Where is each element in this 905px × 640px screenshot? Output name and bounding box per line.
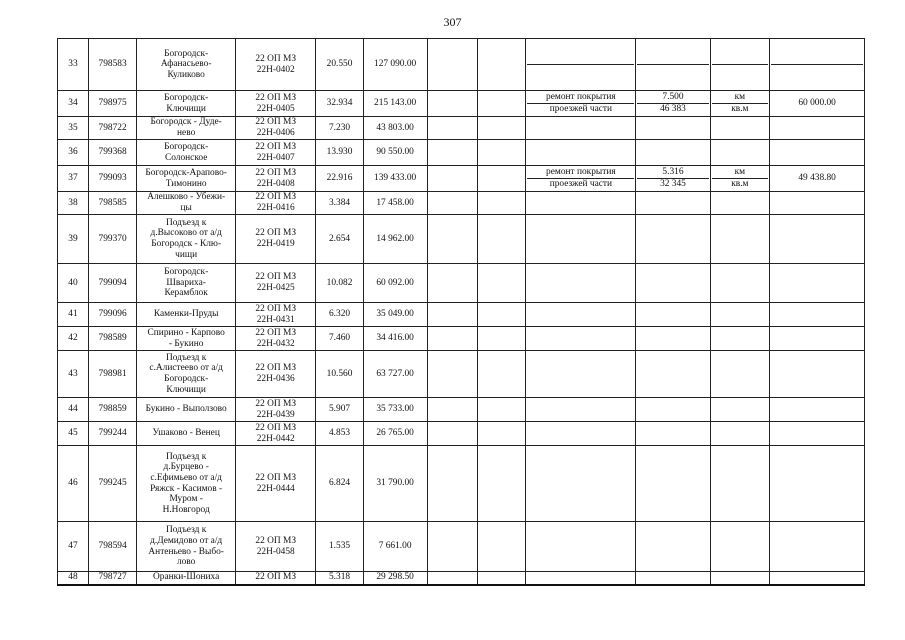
empty-cell [477,39,525,91]
row-number: 47 [58,522,89,572]
work-unit-top: км [734,167,746,178]
road-sum: 63 727.00 [363,351,427,398]
empty-cell [526,522,636,572]
work-type-bottom: проезжей части [527,103,634,115]
empty-cell [636,398,710,422]
road-name: Подъезд к д.Высоково от а/д Богородск - Клю- чищи [137,215,236,264]
road-code: 798859 [88,398,136,422]
road-id: 22 ОП МЗ 22Н-0444 [236,446,316,522]
road-name: Богородск- Солонское [137,140,236,166]
road-name: Ушаково - Венец [137,422,236,446]
work-unit [710,91,770,117]
empty-cell [710,522,770,572]
road-sum: 29 298.50 [363,572,427,585]
road-id: 22 ОП МЗ [236,572,316,585]
road-name: Богородск - Дуде- нево [137,117,236,140]
road-sum: 127 090.00 [363,39,427,91]
road-length: 6.824 [316,446,363,522]
empty-cell [770,398,865,422]
road-code: 799093 [88,166,136,192]
road-name: Подъезд к с.Алистеево от а/д Богородск- Ключищи [137,351,236,398]
empty-cell [427,264,477,303]
table-row [58,398,865,422]
empty-cell [636,351,710,398]
road-length: 6.320 [316,303,363,327]
road-id: 22 ОП МЗ 22Н-0432 [236,327,316,351]
empty-cell [710,303,770,327]
road-sum: 31 790.00 [363,446,427,522]
empty-cell [710,264,770,303]
road-code: 799096 [88,303,136,327]
empty-cell [710,192,770,215]
road-sum: 90 550.00 [363,140,427,166]
work-unit-bottom: кв.м [712,103,769,115]
empty-cell [710,422,770,446]
table-row [58,572,865,585]
empty-cell [427,446,477,522]
empty-cell [636,303,710,327]
empty-cell [636,215,710,264]
table-row [58,522,865,572]
road-length: 5.318 [316,572,363,585]
work-quantity-bottom: 46 383 [637,103,708,115]
work-quantity [636,91,710,117]
road-code: 799094 [88,264,136,303]
empty-cell [636,422,710,446]
road-sum: 43 803.00 [363,117,427,140]
road-name: Подъезд к д.Демидово от а/д Антеньево - Выбо- лово [137,522,236,572]
work-type-bottom: проезжей части [527,178,634,190]
road-code: 799244 [88,422,136,446]
road-length: 32.934 [316,91,363,117]
road-length: 7.230 [316,117,363,140]
row-number: 34 [58,91,89,117]
table-row [58,91,865,117]
row-number: 46 [58,446,89,522]
work-unit-top: км [734,92,746,103]
table-row [58,422,865,446]
empty-cell [477,572,525,585]
empty-cell [477,327,525,351]
road-code: 798585 [88,192,136,215]
road-id: 22 ОП МЗ 22Н-0416 [236,192,316,215]
empty-cell [427,166,477,192]
road-name: Богородск-Арапово- Тимонино [137,166,236,192]
road-length: 20.550 [316,39,363,91]
empty-cell [477,422,525,446]
table-row [58,215,865,264]
empty-cell [477,303,525,327]
empty-cell [526,446,636,522]
empty-cell [770,215,865,264]
row-number: 43 [58,351,89,398]
road-name: Богородск- Ключищи [137,91,236,117]
road-sum: 14 962.00 [363,215,427,264]
work-quantity-top: 7.500 [662,92,684,103]
row-number: 41 [58,303,89,327]
empty-cell [427,39,477,91]
empty-cell [427,398,477,422]
road-code: 799368 [88,140,136,166]
work-type-top: ремонт покрытия [546,92,616,103]
empty-cell [526,117,636,140]
road-code: 798583 [88,39,136,91]
empty-cell [710,572,770,585]
empty-cell [477,192,525,215]
road-length: 3.384 [316,192,363,215]
road-length: 5.907 [316,398,363,422]
empty-cell [427,327,477,351]
empty-cell [526,303,636,327]
empty-cell [477,351,525,398]
empty-cell [477,446,525,522]
road-sum: 35 733.00 [363,398,427,422]
empty-cell [477,140,525,166]
table-row [58,351,865,398]
empty-cell [636,264,710,303]
road-id: 22 ОП МЗ 22Н-0402 [236,39,316,91]
road-id: 22 ОП МЗ 22Н-0439 [236,398,316,422]
empty-cell [526,140,636,166]
empty-split-cell [770,39,865,91]
empty-cell [526,422,636,446]
row-number: 40 [58,264,89,303]
empty-cell [710,398,770,422]
road-id: 22 ОП МЗ 22Н-0458 [236,522,316,572]
road-name: Каменки-Пруды [137,303,236,327]
empty-cell [636,522,710,572]
empty-cell [427,351,477,398]
empty-cell [526,264,636,303]
empty-bottom [712,64,769,65]
row-number: 38 [58,192,89,215]
road-sum: 139 433.00 [363,166,427,192]
work-type-top: ремонт покрытия [546,167,616,178]
road-length: 1.535 [316,522,363,572]
work-quantity-top: 5.316 [662,167,684,178]
road-code: 798589 [88,327,136,351]
road-code: 798981 [88,351,136,398]
road-sum: 26 765.00 [363,422,427,446]
empty-cell [477,91,525,117]
road-id: 22 ОП МЗ 22Н-0407 [236,140,316,166]
empty-cell [770,572,865,585]
empty-cell [770,192,865,215]
empty-cell [427,522,477,572]
empty-split-cell [526,39,636,91]
road-code: 798594 [88,522,136,572]
road-length: 13.930 [316,140,363,166]
empty-cell [710,140,770,166]
row-number: 45 [58,422,89,446]
table-row [58,446,865,522]
road-id: 22 ОП МЗ 22Н-0436 [236,351,316,398]
road-sum: 35 049.00 [363,303,427,327]
empty-cell [427,572,477,585]
empty-bottom [637,64,708,65]
road-code: 798975 [88,91,136,117]
row-number: 42 [58,327,89,351]
empty-cell [477,398,525,422]
page-number: 307 [443,15,462,29]
empty-cell [427,117,477,140]
road-id: 22 ОП МЗ 22Н-0406 [236,117,316,140]
road-name: Спирино - Карпово - Букино [137,327,236,351]
road-sum: 60 092.00 [363,264,427,303]
road-name: Подъезд к д.Бурцево - с.Ефимьево от а/д Ряжск - Касимов - Муром - Н.Новгород [137,446,236,522]
empty-cell [526,215,636,264]
road-name: Алешково - Убежи- цы [137,192,236,215]
road-length: 22.916 [316,166,363,192]
empty-cell [770,422,865,446]
work-quantity-bottom: 32 345 [637,178,708,190]
empty-bottom [771,64,863,65]
empty-cell [526,192,636,215]
road-id: 22 ОП МЗ 22Н-0405 [236,91,316,117]
work-unit-bottom: кв.м [712,178,769,190]
table-row [58,39,865,91]
road-sum: 7 661.00 [363,522,427,572]
empty-cell [477,264,525,303]
empty-split-cell [710,39,770,91]
empty-cell [770,303,865,327]
road-sum: 34 416.00 [363,327,427,351]
empty-cell [427,422,477,446]
road-code: 799245 [88,446,136,522]
empty-cell [710,117,770,140]
work-amount: 60 000.00 [770,91,865,117]
row-number: 39 [58,215,89,264]
empty-cell [636,140,710,166]
empty-cell [770,140,865,166]
empty-cell [770,522,865,572]
work-type [526,166,636,192]
empty-cell [526,398,636,422]
work-amount: 49 438.80 [770,166,865,192]
empty-cell [770,117,865,140]
road-length: 2.654 [316,215,363,264]
row-number: 36 [58,140,89,166]
road-id: 22 ОП МЗ 22Н-0419 [236,215,316,264]
empty-cell [710,351,770,398]
empty-cell [770,264,865,303]
road-name: Богородск- Афанасьево- Куликово [137,39,236,91]
empty-cell [526,327,636,351]
table-row [58,327,865,351]
row-number: 35 [58,117,89,140]
table-row [58,264,865,303]
table-row [58,192,865,215]
road-length: 4.853 [316,422,363,446]
empty-cell [427,192,477,215]
work-type [526,91,636,117]
work-quantity [636,166,710,192]
empty-cell [636,572,710,585]
roads-table [57,38,865,586]
road-name: Оранки-Шониха [137,572,236,585]
empty-cell [636,446,710,522]
road-code: 799370 [88,215,136,264]
table-row [58,166,865,192]
road-id: 22 ОП МЗ 22Н-0442 [236,422,316,446]
empty-cell [477,522,525,572]
empty-cell [770,446,865,522]
road-name: Богородск- Швариха- Керамблок [137,264,236,303]
row-number: 33 [58,39,89,91]
road-length: 10.082 [316,264,363,303]
empty-cell [427,215,477,264]
empty-cell [636,192,710,215]
road-sum: 215 143.00 [363,91,427,117]
empty-cell [636,327,710,351]
empty-cell [477,117,525,140]
table-row [58,117,865,140]
row-number: 48 [58,572,89,585]
empty-split-cell [636,39,710,91]
empty-cell [636,117,710,140]
empty-cell [526,572,636,585]
road-id: 22 ОП МЗ 22Н-0425 [236,264,316,303]
road-name: Букино - Выползово [137,398,236,422]
road-id: 22 ОП МЗ 22Н-0431 [236,303,316,327]
empty-cell [477,215,525,264]
work-unit [710,166,770,192]
table-row [58,303,865,327]
road-length: 7.460 [316,327,363,351]
empty-bottom [527,64,634,65]
road-length: 10.560 [316,351,363,398]
table-row [58,140,865,166]
empty-cell [710,327,770,351]
road-id: 22 ОП МЗ 22Н-0408 [236,166,316,192]
empty-cell [427,91,477,117]
row-number: 44 [58,398,89,422]
empty-cell [770,351,865,398]
empty-cell [770,327,865,351]
empty-cell [710,446,770,522]
empty-cell [477,166,525,192]
row-number: 37 [58,166,89,192]
empty-cell [710,215,770,264]
road-sum: 17 458.00 [363,192,427,215]
road-code: 798727 [88,572,136,585]
empty-cell [427,140,477,166]
road-code: 798722 [88,117,136,140]
empty-cell [526,351,636,398]
empty-cell [427,303,477,327]
